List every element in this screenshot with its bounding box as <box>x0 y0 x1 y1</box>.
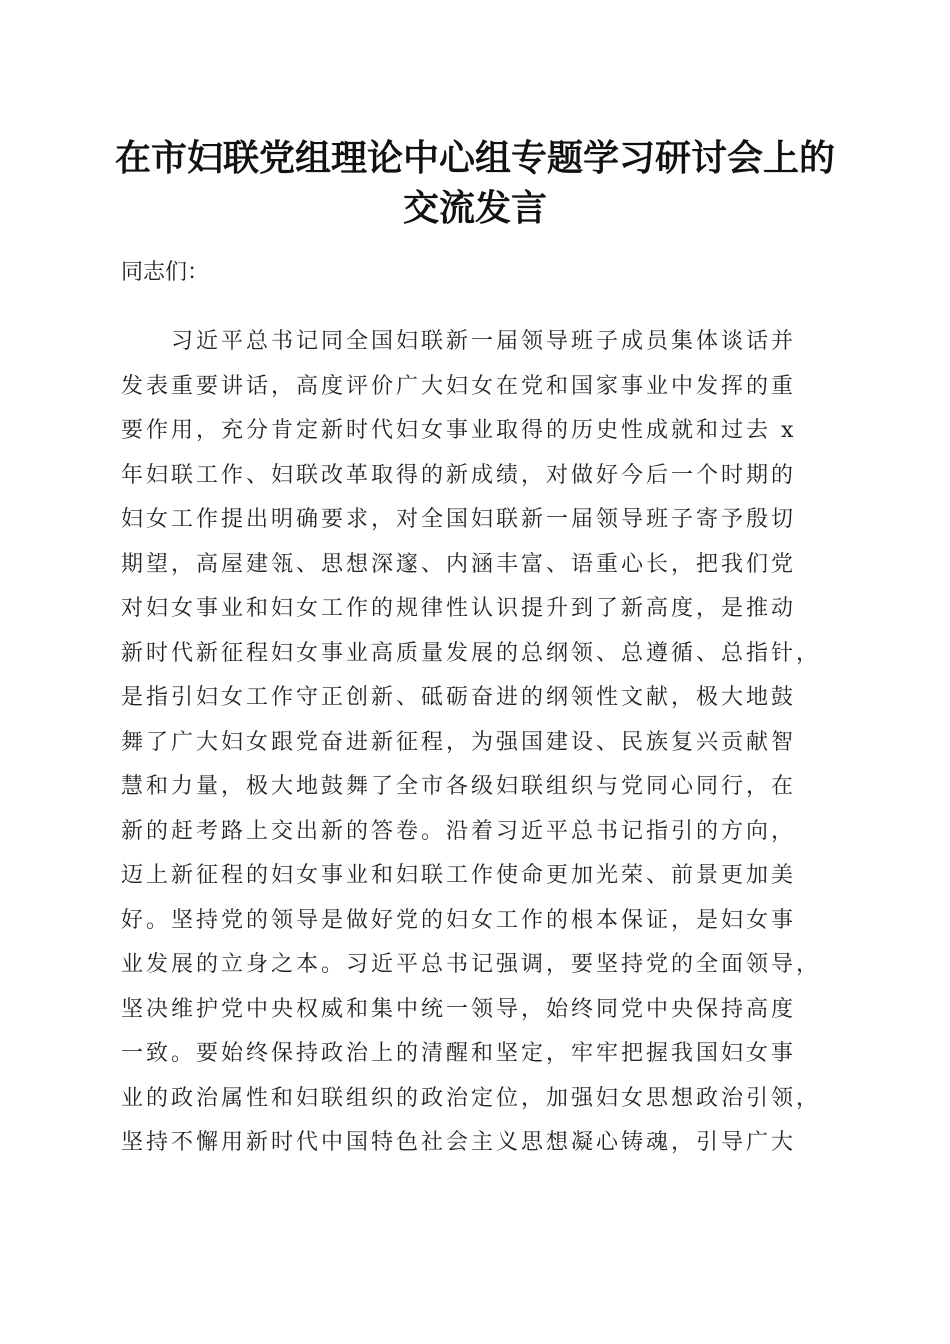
body-line: 坚决维护党中央权威和集中统一领导，始终同党中央保持高度 <box>121 996 797 1022</box>
body-line: 妇女工作提出明确要求，对全国妇联新一届领导班子寄予殷切 <box>121 507 797 532</box>
body-line: 慧和力量，极大地鼓舞了全市各级妇联组织与党同心同行，在 <box>121 774 797 799</box>
body-line: 好。坚持党的领导是做好党的妇女工作的根本保证，是妇女事 <box>121 907 797 933</box>
body-line: 迈上新征程的妇女事业和妇联工作使命更加光荣、前景更加美 <box>121 863 797 888</box>
body-line: 要作用，充分肯定新时代妇女事业取得的历史性成就和过去 x <box>121 418 797 443</box>
body-line: 舞了广大妇女跟党奋进新征程，为强国建设、民族复兴贡献智 <box>121 729 797 755</box>
body-line: 年妇联工作、妇联改革取得的新成绩，对做好今后一个时期的 <box>121 462 797 488</box>
title-line-2: 交流发言 <box>402 187 547 229</box>
body-line: 期望，高屋建瓴、思想深邃、内涵丰富、语重心长，把我们党 <box>121 551 797 577</box>
body-line: 业的政治属性和妇联组织的政治定位，加强妇女思想政治引领， <box>121 1085 822 1111</box>
body-line: 一致。要始终保持政治上的清醒和坚定，牢牢把握我国妇女事 <box>121 1041 797 1066</box>
body-line: 习近平总书记同全国妇联新一届领导班子成员集体谈话并 <box>171 329 797 354</box>
document-title <box>100 133 850 233</box>
title-line-1: 在市妇联党组理论中心组专题学习研讨会上的 <box>114 137 835 179</box>
body-line: 新时代新征程妇女事业高质量发展的总纲领、总遵循、总指针， <box>121 640 822 666</box>
body-line: 新的赶考路上交出新的答卷。沿着习近平总书记指引的方向， <box>121 818 797 844</box>
body-paragraph <box>121 320 833 1166</box>
body-line: 业发展的立身之本。习近平总书记强调，要坚持党的全面领导， <box>121 952 822 977</box>
body-line: 发表重要讲话，高度评价广大妇女在党和国家事业中发挥的重 <box>121 373 797 399</box>
salutation: 同志们： <box>121 260 210 285</box>
body-line: 对妇女事业和妇女工作的规律性认识提升到了新高度，是推动 <box>121 596 797 621</box>
body-line: 是指引妇女工作守正创新、砥砺奋进的纲领性文献，极大地鼓 <box>121 685 797 710</box>
body-line: 坚持不懈用新时代中国特色社会主义思想凝心铸魂，引导广大 <box>121 1130 797 1155</box>
